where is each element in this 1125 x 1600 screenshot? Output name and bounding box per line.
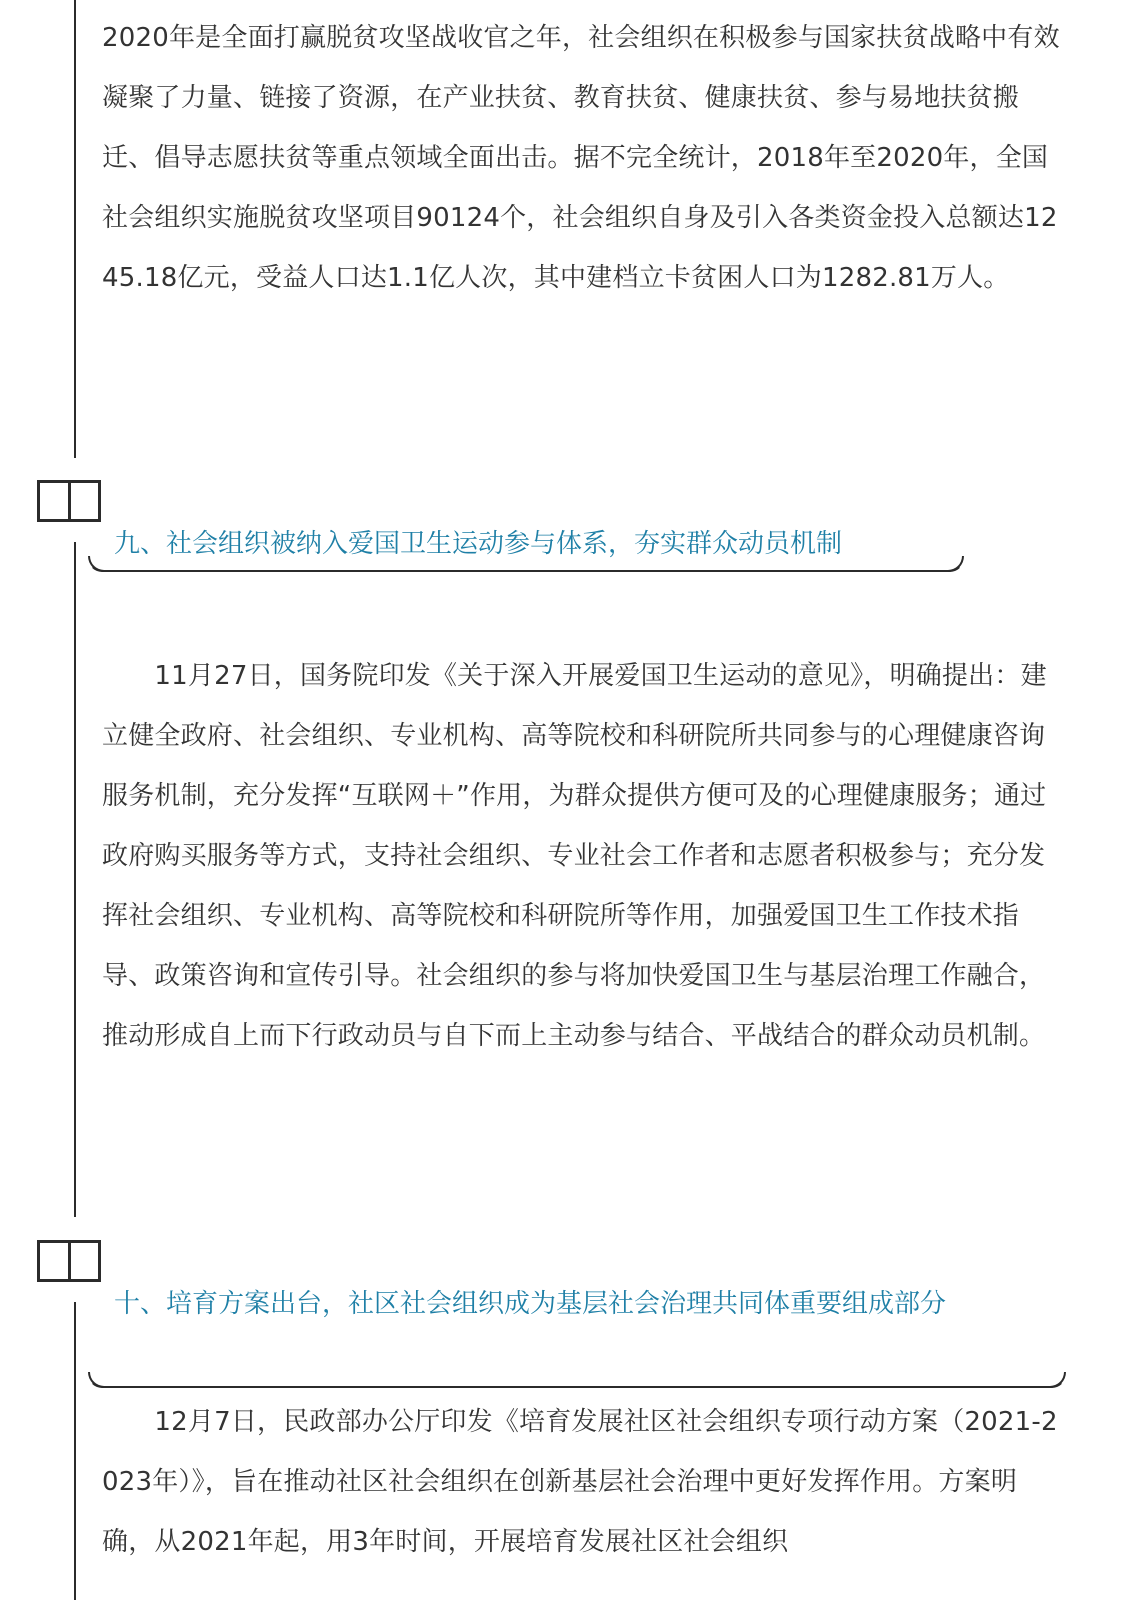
timeline-line-middle: [74, 542, 76, 1217]
marker-cell-left: [40, 483, 68, 519]
paragraph-patriotic-health: 11月27日，国务院印发《关于深入开展爱国卫生运动的意见》，明确提出：建立健全政府、社会组织、专业机构、高等院校和科研院所共同参与的心理健康咨询服务机制，充分发挥“互联网＋”作用，为群众提供方便可及的心理健康服务；通过政府购买服务等方式，支持社会组织、专业社会工作者和志愿者积极参与；充分发挥社会组织、专业机构、高等院校和科研院所等作用，加强爱国卫生工作技术指导、政策咨询和宣传引导。社会组织的参与将加快爱国卫生与基层治理工作融合，推动形成自上而下行政动员与自下而上主动参与结合、平战结合的群众动员机制。: [102, 661, 1047, 1051]
paragraph-poverty-alleviation: 2020年是全面打赢脱贫攻坚战收官之年，社会组织在积极参与国家扶贫战略中有效凝聚了力量、链接了资源，在产业扶贫、教育扶贫、健康扶贫、参与易地扶贫搬迁、倡导志愿扶贫等重点领域全面出击。据不完全统计，2018年至2020年，全国社会组织实施脱贫攻坚项目90124个，社会组织自身及引入各类资金投入总额达1245.18亿元，受益人口达1.1亿人次，其中建档立卡贫困人口为1282.81万人。: [102, 23, 1060, 293]
heading-underline-10: [88, 1374, 1066, 1388]
timeline-line-top: [74, 0, 76, 458]
section-marker-10: [37, 1240, 101, 1282]
marker-cell-right: [68, 1243, 99, 1279]
section-marker-9: [37, 480, 101, 522]
marker-cell-left: [40, 1243, 68, 1279]
marker-cell-right: [68, 483, 99, 519]
paragraph-community-organizations: 12月7日，民政部办公厅印发《培育发展社区社会组织专项行动方案（2021-2023年）》，旨在推动社区社会组织在创新基层社会治理中更好发挥作用。方案明确，从2021年起，用3年时间，开展培育发展社区社会组织: [102, 1407, 1058, 1557]
section-heading-9: 九、社会组织被纳入爱国卫生运动参与体系，夯实群众动员机制: [114, 529, 843, 559]
timeline-line-bottom: [74, 1302, 76, 1600]
heading-underline-9: [88, 558, 964, 572]
section-heading-10: 十、培育方案出台，社区社会组织成为基层社会治理共同体重要组成部分: [114, 1289, 947, 1319]
